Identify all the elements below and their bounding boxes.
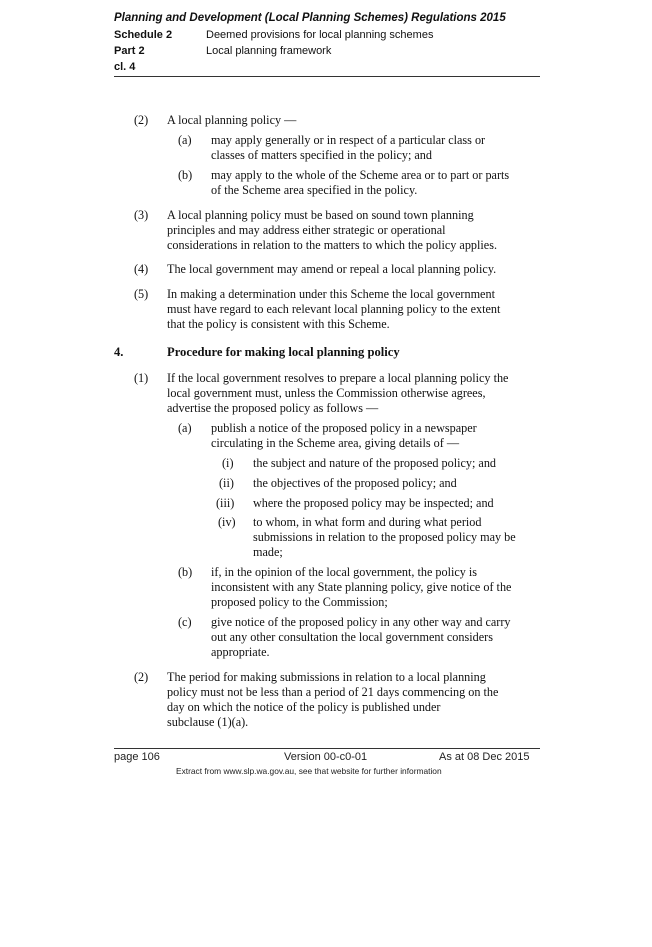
subclause-5-number: (5) <box>134 287 149 301</box>
header-clause-label: cl. 4 <box>114 61 136 73</box>
subclause-2-number: (2) <box>134 113 149 127</box>
subclause-4-line-1: The local government may amend or repeal a local planning policy. <box>167 262 497 276</box>
para-2a-line-2: classes of matters specified in the policy; and <box>211 148 432 162</box>
clause-4-1a-i-line-1: the subject and nature of the proposed policy; and <box>253 456 497 470</box>
clause-4-1a-iv-line-2: submissions in relation to the proposed policy may be <box>253 530 516 544</box>
clause-4-1a-ii-line-1: the objectives of the proposed policy; and <box>253 476 457 490</box>
para-2b-line-1: may apply to the whole of the Scheme area or to part or parts <box>211 168 510 182</box>
footer-extract-note: Extract from www.slp.wa.gov.au, see that website for further information <box>176 766 442 776</box>
para-2b-line-2: of the Scheme area specified in the policy. <box>211 183 418 197</box>
para-2a-line-1: may apply generally or in respect of a particular class or <box>211 133 486 147</box>
subclause-4-number: (4) <box>134 262 149 276</box>
clause-4-heading: Procedure for making local planning policy <box>167 345 400 359</box>
para-2a-number: (a) <box>178 133 192 147</box>
footer-page-number: page 106 <box>114 751 160 763</box>
clause-4-2-line-3: day on which the notice of the policy is published under <box>167 700 441 714</box>
clause-4-1b-line-3: proposed policy to the Commission; <box>211 595 388 609</box>
clause-4-number: 4. <box>114 345 124 359</box>
clause-4-1a-iv-line-3: made; <box>253 545 283 559</box>
clause-4-1-line-2: local government must, unless the Commission otherwise agrees, <box>167 386 486 400</box>
clause-4-2-line-4: subclause (1)(a). <box>167 715 249 729</box>
clause-4-1a-iii-number: (iii) <box>216 496 235 510</box>
header-rule <box>114 76 540 77</box>
clause-4-1a-number: (a) <box>178 421 192 435</box>
subclause-3-line-3: considerations in relation to the matters to which the policy applies. <box>167 238 497 252</box>
clause-4-1-line-3: advertise the proposed policy as follows — <box>167 401 379 415</box>
subclause-3-line-1: A local planning policy must be based on sound town planning <box>167 208 474 222</box>
header-part-row <box>114 45 331 57</box>
clause-4-1b-line-1: if, in the opinion of the local government, the policy is <box>211 565 478 579</box>
clause-4-1c-line-2: out any other consultation the local government considers <box>211 630 493 644</box>
clause-4-1a-line-2: circulating in the Scheme area, giving details of — <box>211 436 460 450</box>
document-title: Planning and Development (Local Planning Schemes) Regulations 2015 <box>114 12 506 24</box>
clause-4-1a-iv-number: (iv) <box>218 515 236 529</box>
clause-4-1b-number: (b) <box>178 565 193 579</box>
footer-rule <box>114 748 540 749</box>
subclause-5-line-1: In making a determination under this Scheme the local government <box>167 287 495 301</box>
clause-4-2-number: (2) <box>134 670 149 684</box>
clause-4-1c-line-3: appropriate. <box>211 645 270 659</box>
subclause-3-line-2: principles and may address either strategic or operational <box>167 223 446 237</box>
clause-4-1c-number: (c) <box>178 615 192 629</box>
clause-4-2-line-2: policy must not be less than a period of 21 days commencing on the <box>167 685 499 699</box>
header-schedule-value: Deemed provisions for local planning schemes <box>206 29 434 41</box>
subclause-5-line-3: that the policy is consistent with this Scheme. <box>167 317 390 331</box>
clause-4-1a-line-1: publish a notice of the proposed policy in a newspaper <box>211 421 477 435</box>
clause-4-1-line-1: If the local government resolves to prepare a local planning policy the <box>167 371 509 385</box>
clause-4-1b-line-2: inconsistent with any State planning policy, give notice of the <box>211 580 512 594</box>
clause-4-1a-iii-line-1: where the proposed policy may be inspected; and <box>253 496 494 510</box>
clause-4-2-line-1: The period for making submissions in relation to a local planning <box>167 670 486 684</box>
clause-4-1c-line-1: give notice of the proposed policy in any other way and carry <box>211 615 511 629</box>
subclause-3-number: (3) <box>134 208 149 222</box>
header-schedule-row <box>114 29 433 41</box>
footer-date: As at 08 Dec 2015 <box>439 751 530 763</box>
header-clause-row <box>114 61 206 73</box>
clause-4-1-number: (1) <box>134 371 149 385</box>
clause-4-1a-ii-number: (ii) <box>219 476 234 490</box>
subclause-5-line-2: must have regard to each relevant local planning policy to the extent <box>167 302 501 316</box>
header-part-label: Part 2 <box>114 45 145 57</box>
footer-version: Version 00-c0-01 <box>284 751 368 763</box>
header-part-value: Local planning framework <box>206 45 332 57</box>
subclause-2-text: A local planning policy — <box>167 113 297 127</box>
clause-4-1a-iv-line-1: to whom, in what form and during what period <box>253 515 482 529</box>
para-2b-number: (b) <box>178 168 193 182</box>
clause-4-1a-i-number: (i) <box>222 456 234 470</box>
header-schedule-label: Schedule 2 <box>114 29 173 41</box>
